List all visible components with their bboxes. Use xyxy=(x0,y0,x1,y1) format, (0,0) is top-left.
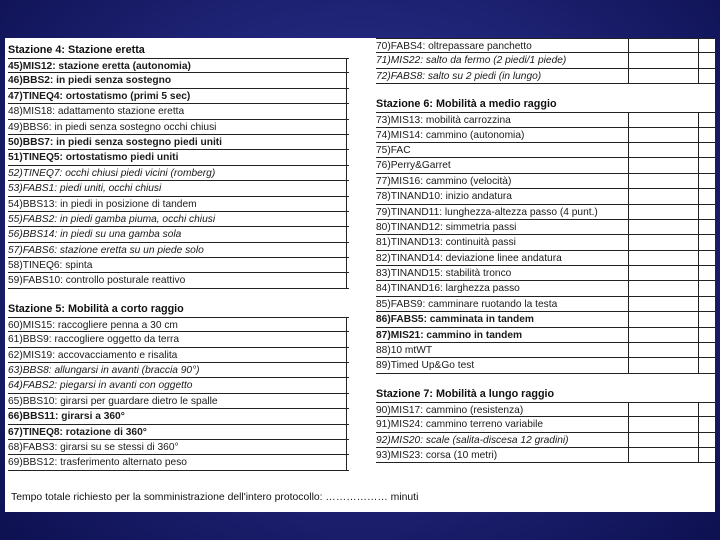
protocol-item xyxy=(376,402,715,417)
protocol-item-text: 59)FABS10: controllo posturale reattivo xyxy=(8,275,185,286)
protocol-item-text: 68)FABS3: girarsi su se stessi di 360° xyxy=(8,442,179,453)
station-6-list xyxy=(376,112,715,374)
protocol-item-text: 51)TINEQ5: ortostatismo piedi uniti xyxy=(8,152,178,163)
score-cell xyxy=(346,73,347,87)
score-cell xyxy=(346,212,347,226)
protocol-item-text: 75)FAC xyxy=(376,143,629,158)
protocol-item-label: MIS23: corsa (10 metri) xyxy=(390,449,498,461)
protocol-item-text: 91)MIS24: cammino terreno variabile xyxy=(376,417,629,432)
protocol-item-label: Perry&Garret xyxy=(390,160,451,172)
protocol-item xyxy=(376,112,715,127)
protocol-item-label: BBS11: girarsi a 360° xyxy=(22,411,125,423)
protocol-item-number: 46 xyxy=(8,75,20,87)
score-cell xyxy=(698,281,699,295)
score-cell xyxy=(346,318,347,331)
protocol-item xyxy=(8,89,349,104)
score-cell xyxy=(346,273,347,287)
section-title-station-7: Stazione 7: Mobilità a lungo raggio xyxy=(376,387,555,400)
protocol-item-label: FABS10: controllo posturale reattivo xyxy=(22,275,186,287)
protocol-item-text: 61)BBS9: raccogliere oggetto da terra xyxy=(8,334,179,345)
protocol-item-text: 65)BBS10: girarsi per guardare dietro le spalle xyxy=(8,396,218,407)
score-cell xyxy=(346,104,347,118)
protocol-item-label: TINAND14: deviazione linee andatura xyxy=(390,252,562,264)
protocol-item-label: MIS20: scale (salita-discesa 12 gradini) xyxy=(390,434,569,446)
protocol-item-number: 62 xyxy=(8,349,20,361)
protocol-item-label: MIS12: stazione eretta (autonomia) xyxy=(22,61,191,72)
protocol-item-text: 77)MIS16: cammino (velocità) xyxy=(376,174,629,189)
protocol-item-text: 84)TINAND16: larghezza passo xyxy=(376,281,629,296)
protocol-item xyxy=(8,317,349,332)
protocol-item-text: 46)BBS2: in piedi senza sostegno xyxy=(8,75,171,86)
protocol-item xyxy=(376,174,715,189)
protocol-item-text: 58)TINEQ6: spinta xyxy=(8,260,92,271)
total-time-note: Tempo totale richiesto per la somministrazione dell'intero protocollo: ……………… minuti xyxy=(11,492,419,503)
protocol-item-text: 57)FABS6: stazione eretta su un piede solo xyxy=(8,245,204,256)
section-title-station-5: Stazione 5: Mobilità a corto raggio xyxy=(8,302,184,315)
score-cell xyxy=(346,332,347,346)
protocol-item-number: 89 xyxy=(376,360,388,372)
score-cell xyxy=(698,328,699,342)
protocol-item xyxy=(8,455,349,470)
protocol-item-text: 83)TINAND15: stabilità tronco xyxy=(376,266,629,281)
protocol-item-text: 90)MIS17: cammino (resistenza) xyxy=(376,403,629,417)
protocol-item-text: 93)MIS23: corsa (10 metri) xyxy=(376,448,629,463)
protocol-item-text: 85)FABS9: camminare ruotando la testa xyxy=(376,297,629,312)
protocol-item xyxy=(8,363,349,378)
protocol-item-label: FABS2: piegarsi in avanti con oggetto xyxy=(22,380,193,392)
protocol-item-text: 52)TINEQ7: occhi chiusi piedi vicini (romberg) xyxy=(8,168,215,179)
station-5-list xyxy=(8,317,349,471)
protocol-item-text: 49)BBS6: in piedi senza sostegno occhi chiusi xyxy=(8,122,216,133)
protocol-item-text: 62)MIS19: accovacciamento e risalita xyxy=(8,350,177,361)
left-column xyxy=(8,38,349,471)
protocol-item-text: 87)MIS21: cammino in tandem xyxy=(376,328,629,343)
score-cell xyxy=(346,181,347,195)
protocol-item-label: BBS6: in piedi senza sostegno occhi chiusi xyxy=(22,121,217,133)
score-cell xyxy=(346,258,347,272)
protocol-item xyxy=(8,227,349,242)
score-cell xyxy=(346,440,347,454)
protocol-item-number: 61 xyxy=(8,334,20,346)
score-cell xyxy=(698,403,699,416)
protocol-item-label: FABS4: oltrepassare panchetto xyxy=(390,41,532,52)
protocol-item-label: BBS10: girarsi per guardare dietro le spalle xyxy=(22,395,218,407)
protocol-item-label: TINEQ7: occhi chiusi piedi vicini (romberg) xyxy=(22,167,216,179)
protocol-item xyxy=(8,181,349,196)
protocol-item-number: 88 xyxy=(376,345,388,357)
protocol-item-label: TINAND15: stabilità tronco xyxy=(390,268,512,280)
protocol-item-number: 92 xyxy=(376,434,388,446)
protocol-item xyxy=(8,258,349,273)
protocol-item-text: 79)TINAND11: lunghezza-altezza passo (4 punt.) xyxy=(376,205,629,220)
protocol-item-number: 63 xyxy=(8,365,20,377)
protocol-item-number: 81 xyxy=(376,237,388,249)
protocol-item xyxy=(8,425,349,440)
protocol-item-text: 66)BBS11: girarsi a 360° xyxy=(8,411,125,422)
protocol-item-label: TINAND10: inizio andatura xyxy=(390,191,512,203)
score-cell xyxy=(698,205,699,219)
protocol-item-label: FAC xyxy=(390,144,411,156)
protocol-item-text: 60)MIS15: raccogliere penna a 30 cm xyxy=(8,320,178,331)
protocol-item-number: 68 xyxy=(8,441,20,453)
protocol-item xyxy=(8,135,349,150)
protocol-item-text: 50)BBS7: in piedi senza sostegno piedi uniti xyxy=(8,137,222,148)
score-cell xyxy=(346,394,347,408)
protocol-item-number: 72 xyxy=(376,70,388,82)
score-cell xyxy=(346,227,347,241)
score-cell xyxy=(698,53,699,67)
protocol-sheet xyxy=(5,38,715,512)
protocol-item xyxy=(376,158,715,173)
protocol-item-number: 54 xyxy=(8,198,20,210)
protocol-item xyxy=(376,53,715,68)
score-cell xyxy=(346,166,347,180)
section-title-station-6: Stazione 6: Mobilità a medio raggio xyxy=(376,98,557,111)
protocol-item-number: 90 xyxy=(376,404,388,416)
protocol-item xyxy=(8,332,349,347)
score-cell xyxy=(698,417,699,431)
protocol-item xyxy=(8,150,349,165)
protocol-item xyxy=(8,73,349,88)
station-4-list xyxy=(8,58,349,289)
protocol-item-label: 10 mtWT xyxy=(390,345,433,357)
score-cell xyxy=(346,135,347,149)
protocol-item-number: 48 xyxy=(8,106,20,118)
protocol-item-label: BBS13: in piedi in posizione di tandem xyxy=(22,198,197,210)
score-cell xyxy=(698,128,699,142)
score-cell xyxy=(346,89,347,103)
protocol-item-label: TINEQ8: rotazione di 360° xyxy=(22,426,147,438)
protocol-item-number: 60 xyxy=(8,319,20,331)
protocol-item xyxy=(8,120,349,135)
protocol-item-number: 76 xyxy=(376,160,388,172)
score-cell xyxy=(346,363,347,377)
score-cell xyxy=(346,150,347,164)
protocol-item-label: TINEQ5: ortostatismo piedi uniti xyxy=(22,152,179,164)
protocol-item xyxy=(8,212,349,227)
protocol-item xyxy=(8,58,349,73)
protocol-item-text: 86)FABS5: camminata in tandem xyxy=(376,312,629,327)
protocol-item-text: 48)MIS18: adattamento stazione eretta xyxy=(8,106,184,117)
protocol-item-label: Timed Up&Go test xyxy=(390,360,475,372)
protocol-item-label: MIS13: mobilità carrozzina xyxy=(390,115,511,127)
protocol-item-label: TINAND16: larghezza passo xyxy=(390,283,520,295)
score-cell xyxy=(346,243,347,257)
protocol-item-label: FABS5: camminata in tandem xyxy=(390,314,534,326)
protocol-item-number: 75 xyxy=(376,144,388,156)
protocol-item-number: 67 xyxy=(8,426,20,438)
protocol-item-text: 88)10 mtWT xyxy=(376,343,629,358)
protocol-item-label: BBS14: in piedi su una gamba sola xyxy=(22,229,182,241)
protocol-item-number: 71 xyxy=(376,55,388,67)
protocol-item-number: 64 xyxy=(8,380,20,392)
score-cell xyxy=(346,197,347,211)
protocol-item-number: 79 xyxy=(376,206,388,218)
protocol-item-number: 59 xyxy=(8,275,20,287)
score-cell xyxy=(346,378,347,392)
protocol-item xyxy=(8,394,349,409)
protocol-item-number: 70 xyxy=(376,41,388,52)
protocol-item xyxy=(376,266,715,281)
protocol-item-label: TINAND12: simmetria passi xyxy=(390,221,517,233)
protocol-item-text: 80)TINAND12: simmetria passi xyxy=(376,220,629,235)
score-cell xyxy=(698,69,699,83)
protocol-item xyxy=(376,69,715,84)
protocol-item-number: 78 xyxy=(376,191,388,203)
protocol-item-label: TINEQ4: ortostatismo (primi 5 sec) xyxy=(22,90,191,102)
protocol-item-label: MIS18: adattamento stazione eretta xyxy=(22,106,185,118)
protocol-item xyxy=(8,409,349,424)
protocol-item-text: 82)TINAND14: deviazione linee andatura xyxy=(376,251,629,266)
protocol-item-label: FABS9: camminare ruotando la testa xyxy=(390,298,558,310)
protocol-item xyxy=(376,281,715,296)
protocol-item xyxy=(376,417,715,432)
protocol-item-number: 58 xyxy=(8,260,20,272)
protocol-item-label: FABS2: in piedi gamba piuma, occhi chiusi xyxy=(22,213,216,225)
protocol-item-label: BBS8: allungarsi in avanti (braccia 90°) xyxy=(22,365,200,377)
protocol-item-label: TINAND13: continuità passi xyxy=(390,237,516,249)
score-cell xyxy=(698,113,699,126)
protocol-item-number: 55 xyxy=(8,213,20,225)
protocol-item-number: 84 xyxy=(376,283,388,295)
score-cell xyxy=(698,251,699,265)
protocol-item-text: 73)MIS13: mobilità carrozzina xyxy=(376,113,629,127)
protocol-item xyxy=(376,235,715,250)
protocol-item-text: 71)MIS22: salto da fermo (2 piedi/1 piede) xyxy=(376,53,629,68)
score-cell xyxy=(698,312,699,326)
protocol-item-text: 81)TINAND13: continuità passi xyxy=(376,235,629,250)
protocol-item xyxy=(376,143,715,158)
protocol-item-label: TINAND11: lunghezza-altezza passo (4 punt.) xyxy=(390,206,598,218)
score-cell xyxy=(698,39,699,52)
protocol-item-text: 55)FABS2: in piedi gamba piuma, occhi chiusi xyxy=(8,214,215,225)
station-4-continued-list xyxy=(376,38,715,84)
protocol-item-number: 51 xyxy=(8,152,20,164)
score-cell xyxy=(698,158,699,172)
score-cell xyxy=(698,174,699,188)
protocol-item-text: 54)BBS13: in piedi in posizione di tandem xyxy=(8,199,197,210)
protocol-item xyxy=(8,197,349,212)
score-cell xyxy=(698,189,699,203)
protocol-item-label: FABS1: piedi uniti, occhi chiusi xyxy=(22,183,162,195)
protocol-item-text: 63)BBS8: allungarsi in avanti (braccia 90°) xyxy=(8,365,200,376)
protocol-item xyxy=(376,38,715,53)
section-title-station-4: Stazione 4: Stazione eretta xyxy=(8,44,145,56)
protocol-item-number: 91 xyxy=(376,419,388,431)
protocol-item-number: 69 xyxy=(8,457,20,469)
protocol-item xyxy=(376,220,715,235)
protocol-item xyxy=(376,189,715,204)
protocol-item xyxy=(8,104,349,119)
protocol-item-number: 85 xyxy=(376,298,388,310)
score-cell xyxy=(698,358,699,372)
score-cell xyxy=(346,59,347,72)
protocol-item xyxy=(8,378,349,393)
protocol-item-number: 83 xyxy=(376,268,388,280)
protocol-item-label: BBS2: in piedi senza sostegno xyxy=(22,75,172,87)
score-cell xyxy=(698,297,699,311)
protocol-item xyxy=(8,273,349,288)
protocol-item-label: TINEQ6: spinta xyxy=(22,260,93,272)
protocol-item xyxy=(376,128,715,143)
protocol-item-label: MIS14: cammino (autonomia) xyxy=(390,129,525,141)
protocol-item-text: 67)TINEQ8: rotazione di 360° xyxy=(8,427,147,438)
protocol-item-number: 87 xyxy=(376,329,388,341)
protocol-item-label: FABS8: salto su 2 piedi (in lungo) xyxy=(390,70,542,82)
protocol-item xyxy=(376,328,715,343)
protocol-item xyxy=(8,348,349,363)
protocol-item xyxy=(8,166,349,181)
protocol-item-text: 47)TINEQ4: ortostatismo (primi 5 sec) xyxy=(8,91,190,102)
protocol-item-text: 78)TINAND10: inizio andatura xyxy=(376,189,629,204)
protocol-item-label: MIS21: cammino in tandem xyxy=(390,329,523,341)
score-cell xyxy=(698,220,699,234)
right-column xyxy=(376,38,715,463)
score-cell xyxy=(698,448,699,462)
protocol-item-label: MIS22: salto da fermo (2 piedi/1 piede) xyxy=(390,55,567,67)
protocol-item-number: 74 xyxy=(376,129,388,141)
protocol-item-number: 86 xyxy=(376,314,388,326)
score-cell xyxy=(698,433,699,447)
protocol-item-number: 56 xyxy=(8,229,20,241)
protocol-item-number: 45 xyxy=(8,61,20,72)
protocol-item-label: MIS17: cammino (resistenza) xyxy=(390,404,524,416)
protocol-item-number: 57 xyxy=(8,244,20,256)
protocol-item-label: BBS12: trasferimento alternato peso xyxy=(22,457,187,469)
protocol-item-text: 76)Perry&Garret xyxy=(376,158,629,173)
score-cell xyxy=(346,425,347,439)
score-cell xyxy=(698,143,699,157)
score-cell xyxy=(346,120,347,134)
protocol-item-text: 45)MIS12: stazione eretta (autonomia) xyxy=(8,61,191,72)
score-cell xyxy=(698,266,699,280)
protocol-item-number: 82 xyxy=(376,252,388,264)
score-cell xyxy=(346,455,347,469)
protocol-item-number: 93 xyxy=(376,449,388,461)
protocol-item-text: 72)FABS8: salto su 2 piedi (in lungo) xyxy=(376,69,629,84)
protocol-item xyxy=(376,312,715,327)
protocol-item-text: 53)FABS1: piedi uniti, occhi chiusi xyxy=(8,183,161,194)
protocol-item xyxy=(376,433,715,448)
score-cell xyxy=(698,235,699,249)
protocol-item xyxy=(376,205,715,220)
protocol-item xyxy=(376,343,715,358)
protocol-item-text: 89)Timed Up&Go test xyxy=(376,358,629,373)
protocol-item-number: 65 xyxy=(8,395,20,407)
protocol-item-label: FABS6: stazione eretta su un piede solo xyxy=(22,244,204,256)
protocol-item-label: MIS24: cammino terreno variabile xyxy=(390,419,544,431)
protocol-item-text: 64)FABS2: piegarsi in avanti con oggetto xyxy=(8,380,192,391)
score-cell xyxy=(346,409,347,423)
protocol-item-label: MIS15: raccogliere penna a 30 cm xyxy=(22,319,178,331)
protocol-item-label: MIS16: cammino (velocità) xyxy=(390,175,512,187)
protocol-item-text: 70)FABS4: oltrepassare panchetto xyxy=(376,39,629,53)
protocol-item-label: MIS19: accovacciamento e risalita xyxy=(22,349,178,361)
protocol-item-label: FABS3: girarsi su se stessi di 360° xyxy=(22,441,179,453)
protocol-item-number: 73 xyxy=(376,115,388,127)
score-cell xyxy=(698,343,699,357)
protocol-item xyxy=(376,448,715,463)
protocol-item-label: BBS9: raccogliere oggetto da terra xyxy=(22,334,180,346)
protocol-item-number: 52 xyxy=(8,167,20,179)
protocol-item-number: 80 xyxy=(376,221,388,233)
protocol-item-text: 92)MIS20: scale (salita-discesa 12 gradini) xyxy=(376,433,629,448)
protocol-item-text: 74)MIS14: cammino (autonomia) xyxy=(376,128,629,143)
protocol-item-number: 50 xyxy=(8,136,20,148)
protocol-item-number: 66 xyxy=(8,411,20,423)
protocol-item xyxy=(8,440,349,455)
protocol-item xyxy=(376,251,715,266)
protocol-item-label: BBS7: in piedi senza sostegno piedi uniti xyxy=(22,136,222,148)
score-cell xyxy=(346,348,347,362)
protocol-item xyxy=(8,243,349,258)
protocol-item-text: 69)BBS12: trasferimento alternato peso xyxy=(8,457,187,468)
protocol-item-number: 49 xyxy=(8,121,20,133)
protocol-item-number: 77 xyxy=(376,175,388,187)
protocol-item-number: 47 xyxy=(8,90,20,102)
protocol-item-text: 56)BBS14: in piedi su una gamba sola xyxy=(8,229,181,240)
station-7-list xyxy=(376,402,715,464)
protocol-item-number: 53 xyxy=(8,183,20,195)
protocol-item xyxy=(376,297,715,312)
protocol-item xyxy=(376,358,715,373)
